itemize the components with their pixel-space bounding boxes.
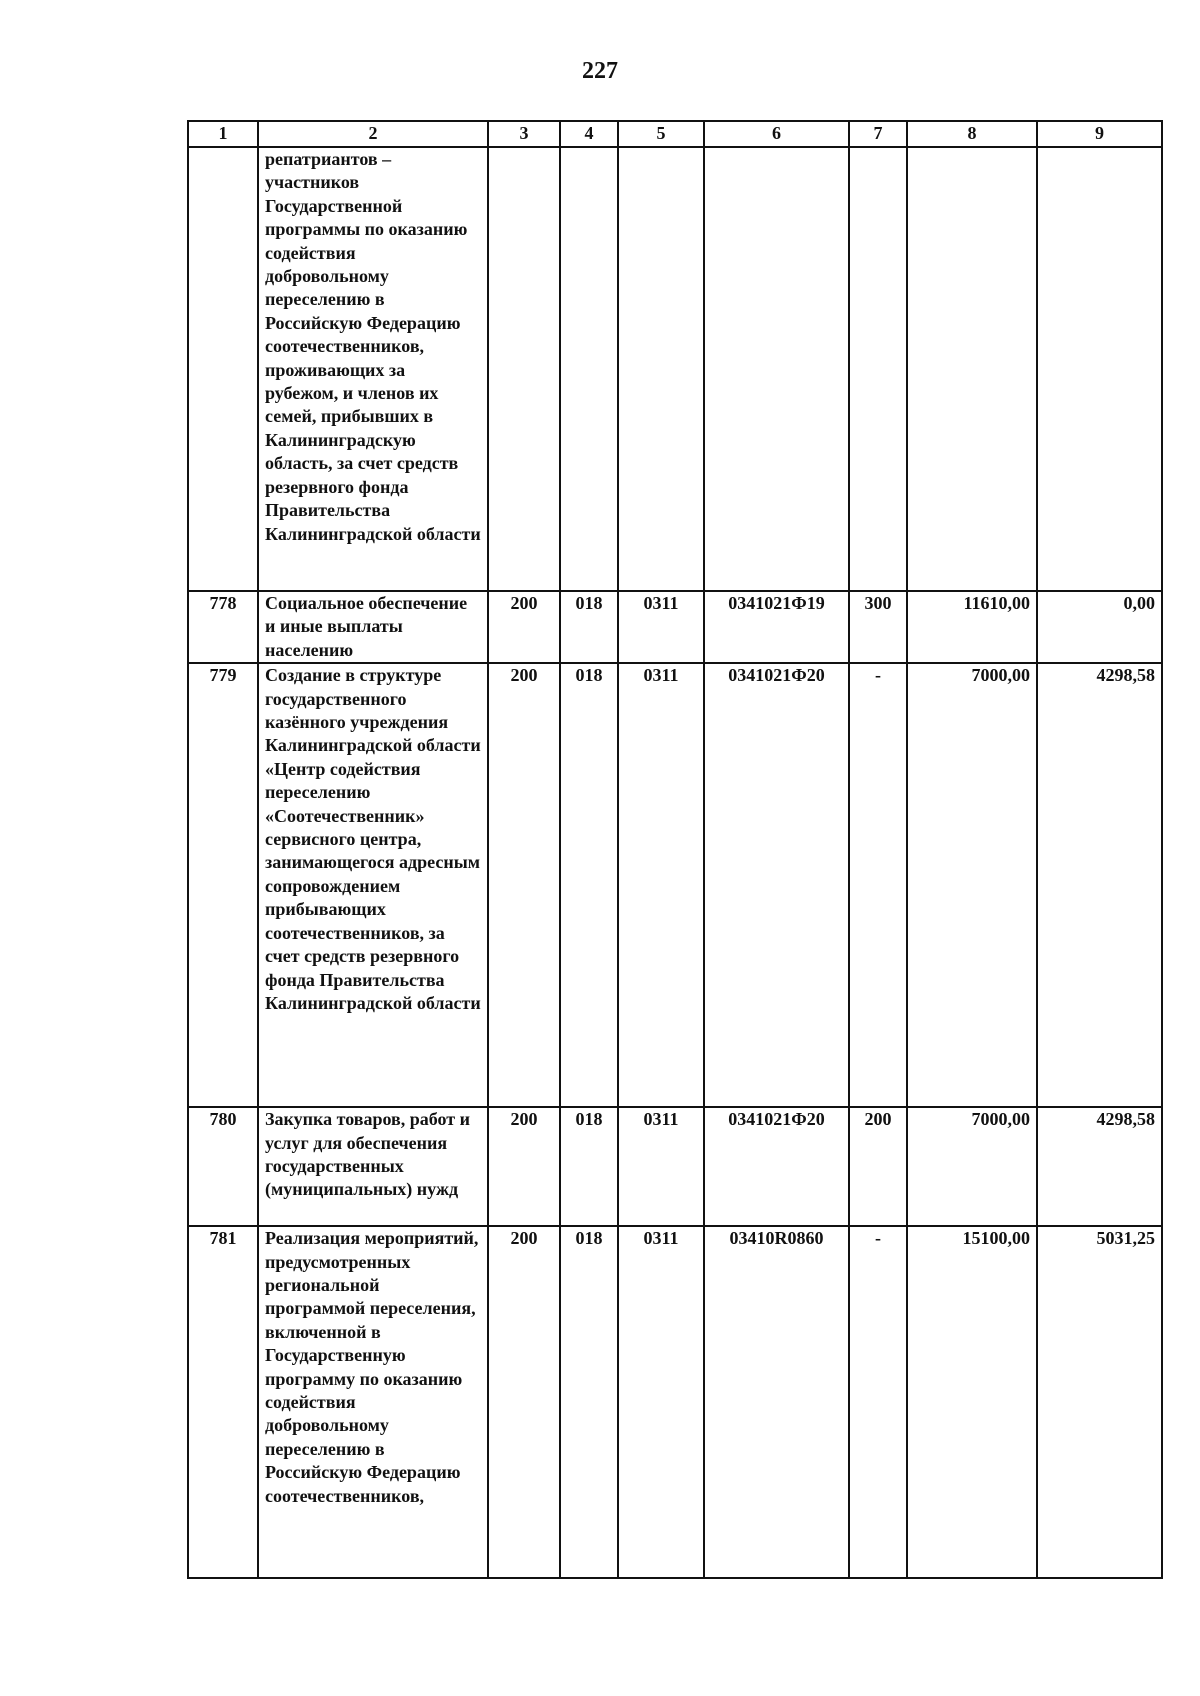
cell-col5: 0311	[618, 1107, 704, 1226]
cell-col3: 200	[488, 1107, 560, 1226]
budget-table	[187, 120, 1163, 1579]
cell-col3	[488, 147, 560, 591]
cell-col4: 018	[560, 663, 618, 1107]
table-row	[188, 147, 1162, 591]
row-number: 780	[188, 1107, 258, 1226]
column-header: 7	[849, 121, 907, 147]
cell-col9: 4298,58	[1037, 1107, 1162, 1226]
row-name: Реализация мероприятий, предусмотренных региональной программой переселения, включенной в Государственную программу по оказанию содействия добровольному переселению в Российскую Федерацию соотечественников,	[258, 1226, 488, 1578]
column-header: 5	[618, 121, 704, 147]
row-number: 779	[188, 663, 258, 1107]
cell-col3: 200	[488, 1226, 560, 1578]
cell-col4: 018	[560, 591, 618, 663]
cell-col4: 018	[560, 1226, 618, 1578]
cell-col7: -	[849, 1226, 907, 1578]
cell-col7	[849, 147, 907, 591]
row-name: репатриантов – участников Государственной программы по оказанию содействия добровольному переселению в Российскую Федерацию соотечественников, проживающих за рубежом, и членов их семей, прибывших в Калининградскую область, за счет средств резервного фонда Правительства Калининградской области	[258, 147, 488, 591]
cell-col5: 0311	[618, 663, 704, 1107]
row-number: 781	[188, 1226, 258, 1578]
column-header: 6	[704, 121, 849, 147]
cell-col5	[618, 147, 704, 591]
cell-col8: 11610,00	[907, 591, 1037, 663]
cell-col6: 0341021Ф20	[704, 1107, 849, 1226]
cell-col8: 7000,00	[907, 1107, 1037, 1226]
cell-col9	[1037, 147, 1162, 591]
cell-col4	[560, 147, 618, 591]
cell-col7: 300	[849, 591, 907, 663]
cell-col4: 018	[560, 1107, 618, 1226]
cell-col3: 200	[488, 663, 560, 1107]
table-row	[188, 663, 1162, 1107]
cell-col8: 7000,00	[907, 663, 1037, 1107]
row-name: Закупка товаров, работ и услуг для обеспечения государственных (муниципальных) нужд	[258, 1107, 488, 1226]
cell-col7: 200	[849, 1107, 907, 1226]
cell-col6	[704, 147, 849, 591]
column-header: 2	[258, 121, 488, 147]
row-name: Создание в структуре государственного казённого учреждения Калининградской области «Центр содействия переселению «Соотечественник» сервисного центра, занимающегося адресным сопровождением прибывающих соотечественников, за счет средств резервного фонда Правительства Калининградской области	[258, 663, 488, 1107]
cell-col8: 15100,00	[907, 1226, 1037, 1578]
column-header: 1	[188, 121, 258, 147]
table-row	[188, 1226, 1162, 1578]
cell-col8	[907, 147, 1037, 591]
row-number: 778	[188, 591, 258, 663]
header-row	[188, 121, 1162, 147]
cell-col6: 0341021Ф20	[704, 663, 849, 1107]
row-number	[188, 147, 258, 591]
column-header: 8	[907, 121, 1037, 147]
table-row	[188, 1107, 1162, 1226]
cell-col7: -	[849, 663, 907, 1107]
cell-col9: 4298,58	[1037, 663, 1162, 1107]
cell-col6: 03410R0860	[704, 1226, 849, 1578]
cell-col3: 200	[488, 591, 560, 663]
column-header: 4	[560, 121, 618, 147]
cell-col5: 0311	[618, 1226, 704, 1578]
cell-col5: 0311	[618, 591, 704, 663]
page-number: 227	[582, 58, 618, 84]
cell-col9: 0,00	[1037, 591, 1162, 663]
table-row	[188, 591, 1162, 663]
cell-col6: 0341021Ф19	[704, 591, 849, 663]
cell-col9: 5031,25	[1037, 1226, 1162, 1578]
row-name: Социальное обеспечение и иные выплаты населению	[258, 591, 488, 663]
column-header: 9	[1037, 121, 1162, 147]
column-header: 3	[488, 121, 560, 147]
